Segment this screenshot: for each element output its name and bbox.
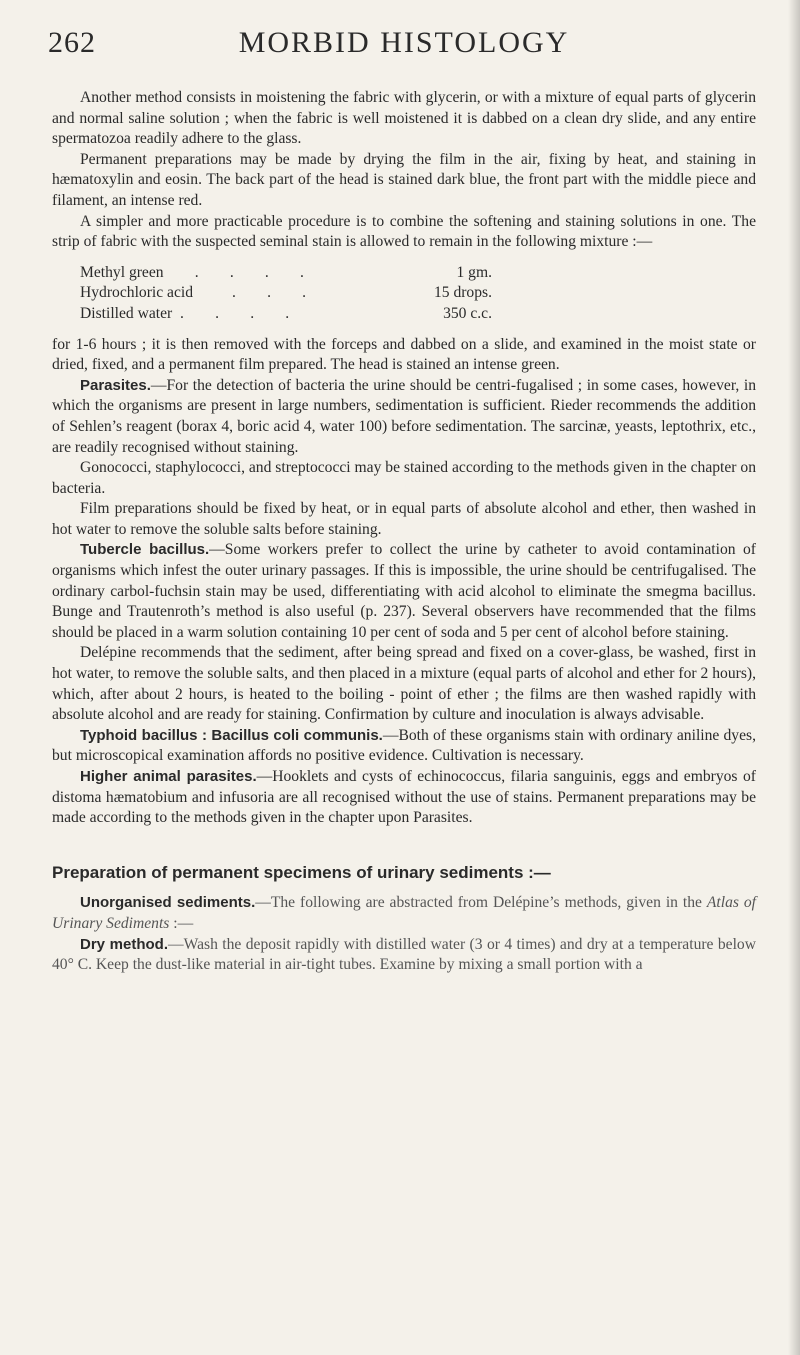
paragraph: Delépine recommends that the sediment, after being spread and fixed on a cover-glass, be washed, first in hot water, to remove the soluble salts, and then placed in a mixture (equal parts of alcohol and ether for 2 hours), which, after about 2 hours, is heated to the boiling - point of ether ; the films are then washed rapidly with absolute alcohol and are ready for staining. Confirmation by culture and inoculation is always advisable. [52, 644, 756, 724]
paragraph-text: —Both of these organisms stain with ordinary aniline dyes, but microscopical examination affords no positive evidence. Cultivation is necessary. [52, 726, 756, 765]
section-heading: Preparation of permanent specimens of urinary sediments :— [52, 862, 551, 882]
recipe-row [80, 263, 756, 284]
subheading: Unorganised sediments. [80, 894, 256, 912]
page-header [48, 26, 756, 70]
paragraph-dry-method [52, 935, 756, 976]
paragraph: Film preparations should be fixed by heat, or in equal parts of absolute alcohol and ether, then washed in hot water to remove the soluble salts before staining. [52, 500, 756, 538]
running-head: MORBID HISTOLOGY [238, 26, 570, 59]
recipe-table [80, 263, 756, 325]
recipe-row [80, 283, 756, 304]
paragraph-text: —The following are abstracted from Delépine’s methods, given in the [255, 894, 707, 912]
recipe-quantity: 1 gm. [456, 263, 492, 281]
recipe-ingredient: Methyl green . . . . [80, 263, 304, 281]
paragraph: for 1-6 hours ; it is then removed with the forceps and dabbed on a slide, and examined in the moist state or dried, fixed, and a permanent film prepared. The head is stained an intense green. [52, 335, 756, 374]
paragraph-parasites [52, 376, 756, 458]
subheading: Dry method. [80, 935, 169, 953]
recipe-ingredient: Hydrochloric acid . . . [80, 284, 307, 302]
paragraph-typhoid [52, 726, 756, 767]
recipe-row [80, 304, 756, 325]
paragraph-text: —For the detection of bacteria the urine should be centri-fugalised ; in some cases, however, in which the organisms are present in large numbers, sedimentation is sufficient. Rieder recommends the addition of Sehlen’s reagent (borax 4, boric acid 4, water 100) before sedimentation. The sarcinæ, yeasts, leptothrix, etc., are readily recognised without staining. [52, 376, 756, 456]
paragraph-higher-parasites [52, 767, 756, 829]
subheading: Typhoid bacillus : Bacillus coli communis. [80, 726, 383, 744]
recipe-quantity: 15 drops. [433, 284, 492, 302]
paragraph-unorganised [52, 893, 756, 934]
paragraph-text: :— [169, 914, 194, 932]
recipe-ingredient: Distilled water . . . . [80, 304, 290, 322]
paragraph-text: —Hooklets and cysts of echinococcus, filaria sanguinis, eggs and embryos of distoma hæmatobium and infusoria are all recognised without the use of stains. Permanent preparations may be made according to the methods given in the chapter upon Parasites. [52, 768, 756, 827]
paragraph-tubercle [52, 540, 756, 643]
book-title: Atlas of Urinary Sediments [52, 894, 756, 932]
page-number: 262 [48, 26, 96, 59]
page-body [52, 88, 756, 976]
paragraph-text: —Wash the deposit rapidly with distilled water (3 or 4 times) and dry at a temperature below 40° C. Keep the dust-like material in air-tight tubes. Examine by mixing a small portion with a [52, 935, 756, 974]
paragraph: A simpler and more practicable procedure is to combine the softening and staining solutions in one. The strip of fabric with the suspected seminal stain is allowed to remain in the following mixture :— [52, 212, 756, 251]
paragraph: Gonococci, staphylococci, and streptococci may be stained according to the methods given in the chapter on bacteria. [52, 459, 756, 497]
subheading: Higher animal parasites. [80, 768, 257, 785]
paragraph-text: —Some workers prefer to collect the urine by catheter to avoid contamination of organisms which infest the outer urinary passages. If this is impossible, the urine should be centrifugalised. The ordinary carbol-fuchsin stain may be used, differentiating with acid alcohol to eliminate the smegma bacillus. Bunge and Trautenroth’s method is also useful (p. 237). Several observers have recommended that the films should be placed in a warm solution containing 10 per cent of soda and 5 per cent of alcohol before staining. [52, 541, 756, 641]
paragraph: Permanent preparations may be made by drying the film in the air, fixing by heat, and staining in hæmatoxylin and eosin. The back part of the head is stained dark blue, the front part with the middle piece and filament, an intense red. [52, 150, 756, 209]
page-edge-shadow [788, 0, 800, 1355]
recipe-quantity: 350 c.c. [443, 304, 492, 322]
subheading: Parasites. [80, 376, 151, 394]
paragraph: Another method consists in moistening the fabric with glycerin, or with a mixture of equal parts of glycerin and normal saline solution ; when the fabric is well moistened it is dabbed on a clean dry slide, and any entire spermatozoa readily adhere to the glass. [52, 89, 756, 148]
subheading: Tubercle bacillus. [80, 541, 210, 559]
book-page [48, 26, 756, 976]
